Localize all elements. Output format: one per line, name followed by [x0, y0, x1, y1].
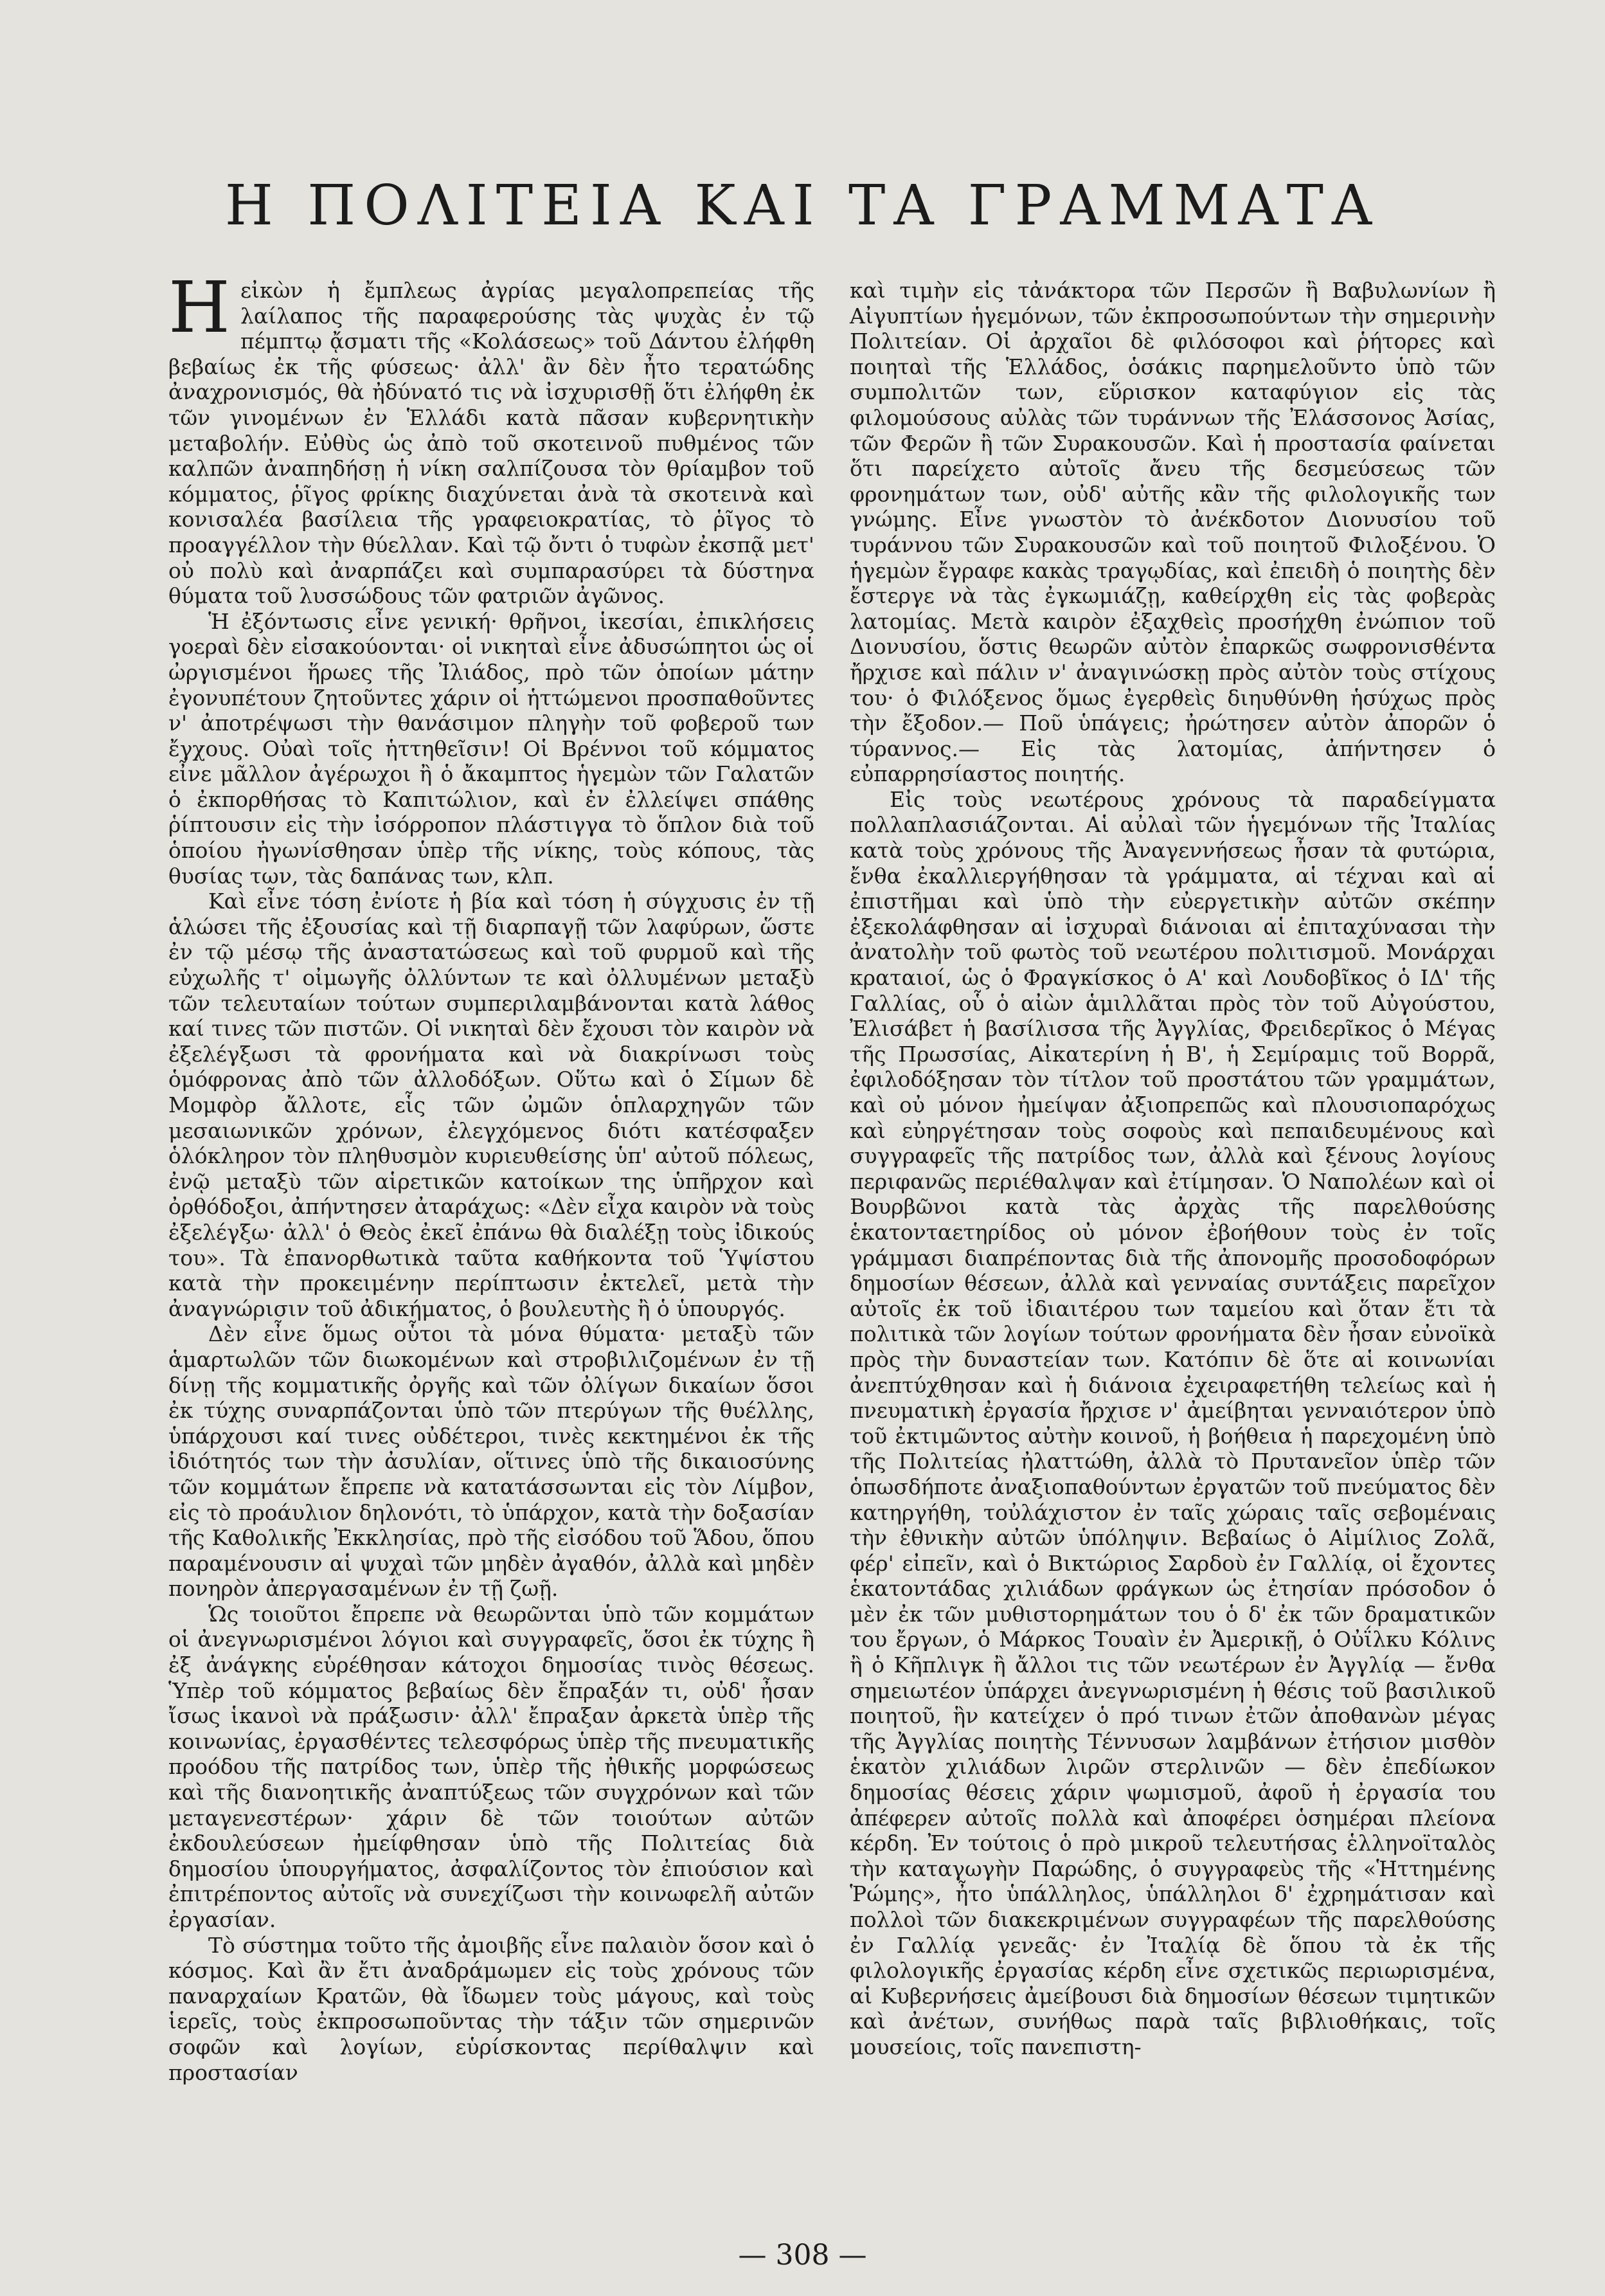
paragraph: Ἡ ἐξόντωσις εἶνε γενική· θρῆνοι, ἱκεσίαι, ἐπικλήσεις γοεραὶ δὲν εἰσακούονται· οἱ νικηταὶ εἶνε ἀδυσώπητοι ὡς οἱ ὠργισμένοι ἥρωες τῆς Ἰλιάδος, πρὸ τῶν ὁποίων μάτην ἐγονυπέτουν ζητοῦντες χάριν οἱ ἡττώμενοι προσπαθοῦντες ν' ἀποτρέψωσι τὴν θανάσιμον πληγὴν τοῦ φοβεροῦ των ἔγχους. Οὐαὶ τοῖς ἡττηθεῖσιν! Οἱ Βρέννοι τοῦ κόμματος εἶνε μᾶλλον ἀγέρωχοι ἢ ὁ ἄκαμπτος ἡγεμὼν τῶν Γαλατῶν ὁ ἐκπορθήσας τὸ Καπιτώλιον, καὶ ἐν ἐλλείψει σπάθης ῥίπτουσιν εἰς τὴν ἰσόρροπον πλάστιγγα τὸ ὅπλον διὰ τοῦ ὁποίου ἠγωνίσθησαν ὑπὲρ τῆς νίκης, τοὺς κόπους, τὰς θυσίας των, τὰς δαπάνας των, κλπ.	[168, 608, 814, 889]
paragraph: Δὲν εἶνε ὅμως οὗτοι τὰ μόνα θύματα· μεταξὺ τῶν ἁμαρτωλῶν τῶν διωκομένων καὶ στροβιλιζομένων ἐν τῇ δίνῃ τῆς κομματικῆς ὀργῆς καὶ τῶν ὀλίγων δικαίων ὅσοι ἐκ τύχης συναρπάζονται ὑπὸ τῶν πτερύγων τῆς θυέλλης, ὑπάρχουσι καί τινες οὐδέτεροι, τινὲς κεκτημένοι ἐκ τῆς ἰδιότητός των τὴν ἀσυλίαν, οἵτινες ὑπὸ τῆς δικαιοσύνης τῶν κομμάτων ἔπρεπε νὰ κατατάσσωνται εἰς τὸν Λίμβον, εἰς τὸ προάυλιον δηλονότι, τὸ ὑπάρχον, κατὰ τὴν δοξασίαν τῆς Καθολικῆς Ἐκκλησίας, πρὸ τῆς εἰσόδου τοῦ Ἅδου, ὅπου παραμένουσιν αἱ ψυχαὶ τῶν μηδὲν ἀγαθόν, ἀλλὰ καὶ μηδὲν πονηρὸν ἀπεργασαμένων ἐν τῇ ζωῇ.	[168, 1321, 814, 1602]
paragraph	[168, 266, 814, 609]
paragraph: Τὸ σύστημα τοῦτο τῆς ἀμοιβῆς εἶνε παλαιὸν ὅσον καὶ ὁ κόσμος. Καὶ ἂν ἔτι ἀναδράμωμεν εἰς τοὺς χρόνους τῶν παναρχαίων Κρατῶν, θὰ ἴδωμεν τοὺς μάγους, καὶ τοὺς ἱερεῖς, τοὺς ἐκπροσωποῦντας τὴν τάξιν τῶν σημερινῶν σοφῶν καὶ λογίων, εὑρίσκοντας περίθαλψιν καὶ προστασίαν	[168, 1932, 814, 2085]
drop-cap: Η	[168, 266, 230, 348]
paragraph: Καὶ εἶνε τόση ἐνίοτε ἡ βία καὶ τόση ἡ σύγχυσις ἐν τῇ ἁλώσει τῆς ἐξουσίας καὶ τῇ διαρπαγῇ τῶν λαφύρων, ὥστε ἐν τῷ μέσῳ τῆς ἀναστατώσεως καὶ τοῦ φυρμοῦ καὶ τῆς εὐχωλῆς τ' οἰμωγῆς ὀλλύντων τε καὶ ὀλλυμένων μεταξὺ τῶν τελευταίων τούτων συμπεριλαμβάνονται κατὰ λάθος καί τινες τῶν πιστῶν. Οἱ νικηταὶ δὲν ἔχουσι τὸν καιρὸν νὰ ἐξελέγξωσι τὰ φρονήματα καὶ νὰ διακρίνωσι τοὺς ὁμόφρονας ἀπὸ τῶν ἀλλοδόξων. Οὕτω καὶ ὁ Σίμων δὲ Μομφὸρ ἄλλοτε, εἷς τῶν ὠμῶν ὁπλαρχηγῶν τῶν μεσαιωνικῶν χρόνων, ἐλεγχόμενος διότι κατέσφαξεν ὁλόκληρον τὸν πληθυσμὸν κυριευθείσης ὑπ' αὐτοῦ πόλεως, ἐνῷ μεταξὺ τῶν αἱρετικῶν κατοίκων της ὑπῆρχον καὶ ὀρθόδοξοι, ἀπήντησεν ἀταράχως: «Δὲν εἶχα καιρὸν νὰ τοὺς ἐξελέγξω· ἀλλ' ὁ Θεὸς ἐκεῖ ἐπάνω θὰ διαλέξῃ τοὺς ἰδικούς του». Τὰ ἐπανορθωτικὰ ταῦτα καθήκοντα τοῦ Ὑψίστου κατὰ τὴν προκειμένην περίπτωσιν ἐκτελεῖ, μετὰ τὴν ἀναγνώρισιν τοῦ ἀδικήματος, ὁ βουλευτὴς ἢ ὁ ὑπουργός.	[168, 889, 814, 1321]
article-title: Η ΠΟΛΙΤΕΙΑ ΚΑΙ ΤΑ ΓΡΑΜΜΑΤΑ	[224, 174, 1381, 238]
paragraph-text: εἰκὼν ἡ ἔμπλεως ἀγρίας μεγαλοπρεπείας τῆς λαίλαπος τῆς παραφερούσης τὰς ψυχὰς ἐν τῷ πέμπτῳ ᾄσματι τῆς «Κολάσεως» τοῦ Δάντου ἐλήφθη βεβαίως ἐκ τῆς φύσεως· ἀλλ' ἂν δὲν ἦτο τερατώδης ἀναχρονισμός, θὰ ἠδύνατό τις νὰ ἰσχυρισθῇ ὅτι ἐλήφθη ἐκ τῶν γινομένων ἐν Ἑλλάδι κατὰ πᾶσαν κυβερνητικὴν μεταβολήν. Εὐθὺς ὡς ἀπὸ τοῦ σκοτεινοῦ πυθμένος τῶν καλπῶν ἀναπηδήσῃ ἡ νίκη σαλπίζουσα τὸν θρίαμβον τοῦ κόμματος, ῥῖγος φρίκης διαχύνεται ἀνὰ τὰ σκοτεινὰ καὶ κονισαλέα βασίλεια τῆς γραφειοκρατίας, τὸ ῥῖγος τὸ προαγγέλλον τὴν θύελλαν. Καὶ τῷ ὄντι ὁ τυφὼν ἐκσπᾷ μετ' οὐ πολὺ καὶ ἀναρπάζει καὶ συμπαρασύρει τὰ δύστηνα θύματα τοῦ λυσσώδους τῶν φατριῶν ἀγῶνος.	[168, 278, 814, 609]
paragraph: καὶ τιμὴν εἰς τἀνάκτορα τῶν Περσῶν ἢ Βαβυλωνίων ἢ Αἰγυπτίων ἡγεμόνων, τῶν ἐκπροσωπούντων τὴν σημερινὴν Πολιτείαν. Οἱ ἀρχαῖοι δὲ φιλόσοφοι καὶ ῥήτορες καὶ ποιηταὶ τῆς Ἑλλάδος, ὁσάκις παρημελοῦντο ὑπὸ τῶν συμπολιτῶν των, εὕρισκον καταφύγιον εἰς τὰς φιλομούσους αὐλὰς τῶν τυράννων τῆς Ἐλάσσονος Ἀσίας, τῶν Φερῶν ἢ τῶν Συρακουσῶν. Καὶ ἡ προστασία φαίνεται ὅτι παρείχετο αὐτοῖς ἄνευ τῆς δεσμεύσεως τῶν φρονημάτων των, οὐδ' αὐτῆς κἂν τῆς φιλολογικῆς των γνώμης. Εἶνε γνωστὸν τὸ ἀνέκδοτον Διονυσίου τοῦ τυράννου τῶν Συρακουσῶν καὶ τοῦ ποιητοῦ Φιλοξένου. Ὁ ἡγεμὼν ἔγραφε κακὰς τραγῳδίας, καὶ ἐπειδὴ ὁ ποιητὴς δὲν ἔστεργε νὰ τὰς ἐγκωμιάζῃ, καθείρχθη εἰς τὰς φοβερὰς λατομίας. Μετὰ καιρὸν ἐξαχθεὶς προσήχθη ἐνώπιον τοῦ Διονυσίου, ὅστις θεωρῶν αὐτὸν ἐπαρκῶς σωφρονισθέντα ἤρχισε καὶ πάλιν ν' ἀναγινώσκῃ πρὸς αὐτὸν τοὺς στίχους του· ὁ Φιλόξενος ὅμως ἐγερθεὶς διηυθύνθη ἡσύχως πρὸς τὴν ἔξοδον.— Ποῦ ὑπάγεις; ἠρώτησεν αὐτὸν ἀπορῶν ὁ τύραννος.— Εἰς τὰς λατομίας, ἀπήντησεν ὁ εὐπαρρησίαστος ποιητής.	[850, 278, 1496, 787]
left-text-column	[168, 266, 814, 2085]
paragraph: Ὡς τοιοῦτοι ἔπρεπε νὰ θεωρῶνται ὑπὸ τῶν κομμάτων οἱ ἀνεγνωρισμένοι λόγιοι καὶ συγγραφεῖς, ὅσοι ἐκ τύχης ἢ ἐξ ἀνάγκης εὑρέθησαν κάτοχοι δημοσίας τινὸς θέσεως. Ὑπὲρ τοῦ κόμματος βεβαίως δὲν ἔπραξάν τι, οὐδ' ἦσαν ἴσως ἱκανοὶ νὰ πράξωσιν· ἀλλ' ἔπραξαν ἀρκετὰ ὑπὲρ τῆς κοινωνίας, ἐργασθέντες τελεσφόρως ὑπὲρ τῆς πνευματικῆς προόδου τῆς πατρίδος των, ὑπὲρ τῆς ἠθικῆς μορφώσεως καὶ τῆς διανοητικῆς ἀναπτύξεως τῶν συγχρόνων καὶ τῶν μεταγενεστέρων· χάριν δὲ τῶν τοιούτων αὐτῶν ἐκδουλεύσεων ἠμείφθησαν ὑπὸ τῆς Πολιτείας διὰ δημοσίου ὑπουργήματος, ἀσφαλίζοντος τὸν ἐπιούσιον καὶ ἐπιτρέποντος αὐτοῖς νὰ συνεχίζωσι τὴν κοινωφελῆ αὐτῶν ἐργασίαν.	[168, 1601, 814, 1932]
right-text-column	[850, 278, 1496, 2060]
paragraph: Εἰς τοὺς νεωτέρους χρόνους τὰ παραδείγματα πολλαπλασιάζονται. Αἱ αὐλαὶ τῶν ἡγεμόνων τῆς Ἰταλίας κατὰ τοὺς χρόνους τῆς Ἀναγεννήσεως ἦσαν τὰ φυτώρια, ἔνθα ἐκαλλιεργήθησαν τὰ γράμματα, αἱ τέχναι καὶ αἱ ἐπιστῆμαι καὶ ὑπὸ τὴν εὐεργετικὴν αὐτῶν σκέπην ἐξεκολάφθησαν αἱ ἰσχυραὶ διάνοιαι αἱ ἐπιταχύνασαι τὴν ἀνατολὴν τοῦ φωτὸς τοῦ νεωτέρου πολιτισμοῦ. Μονάρχαι κραταιοί, ὡς ὁ Φραγκίσκος ὁ Α' καὶ Λουδοβῖκος ὁ ΙΔ' τῆς Γαλλίας, οὗ ὁ αἰὼν ἁμιλλᾶται πρὸς τὸν τοῦ Αὐγούστου, Ἐλισάβετ ἡ βασίλισσα τῆς Ἀγγλίας, Φρειδερῖκος ὁ Μέγας τῆς Πρωσσίας, Αἰκατερίνη ἡ Β', ἡ Σεμίραμις τοῦ Βορρᾶ, ἐφιλοδόξησαν τὸν τίτλον τοῦ προστάτου τῶν γραμμάτων, καὶ οὐ μόνον ἠμείψαν ἀξιοπρεπῶς καὶ πλουσιοπαρόχως καὶ εὐηργέτησαν τοὺς σοφοὺς καὶ πεπαιδευμένους καὶ συγγραφεῖς τῆς πατρίδος των, ἀλλὰ καὶ ξένους λογίους περιφανῶς περιέθαλψαν καὶ ἐτίμησαν. Ὁ Ναπολέων καὶ οἱ Βουρβῶνοι κατὰ τὰς ἀρχὰς τῆς παρελθούσης ἑκατονταετηρίδος οὐ μόνον ἐβοήθουν τοὺς ἐν τοῖς γράμμασι διαπρέποντας διὰ τῆς ἀπονομῆς προσοδοφόρων δημοσίων θέσεων, ἀλλὰ καὶ γενναίας συντάξεις παρεῖχον αὐτοῖς ἐκ τοῦ ἰδιαιτέρου των ταμείου καὶ ὅταν ἔτι τὰ πολιτικὰ τῶν λογίων τούτων φρονήματα δὲν ἦσαν εὐνοϊκὰ πρὸς τὴν δυναστείαν των. Κατόπιν δὲ ὅτε αἱ κοινωνίαι ἀνεπτύχθησαν καὶ ἡ διάνοια ἐχειραφετήθη τελείως καὶ ἡ πνευματικὴ ἐργασία ἤρχισε ν' ἀμείβηται γενναιότερον ὑπὸ τοῦ ἐκτιμῶντος αὐτὴν κοινοῦ, ἡ βοήθεια ἡ παρεχομένη ὑπὸ τῆς Πολιτείας ἠλαττώθη, ἀλλὰ τὸ Πρυτανεῖον ὑπὲρ τῶν ὁπωσδήποτε ἀναξιοπαθούντων ἐργατῶν τοῦ πνεύματος δὲν κατηργήθη, τοὐλάχιστον ἐν ταῖς χώραις ταῖς σεβομέναις τὴν ἐθνικὴν αὐτῶν ὑπόληψιν. Βεβαίως ὁ Αἰμίλιος Ζολᾶ, φέρ' εἰπεῖν, καὶ ὁ Βικτώριος Σαρδοὺ ἐν Γαλλίᾳ, οἱ ἔχοντες ἑκατοντάδας χιλιάδων φράγκων ὡς ἐτησίαν πρόσοδον ὁ μὲν ἐκ τῶν μυθιστορημάτων του ὁ δ' ἐκ τῶν δραματικῶν του ἔργων, ὁ Μάρκος Τουαὶν ἐν Ἀμερικῇ, ὁ Οὐΐλκυ Κόλινς ἢ ὁ Κῆπλιγκ ἢ ἄλλοι τις τῶν νεωτέρων ἐν Ἀγγλίᾳ — ἔνθα σημειωτέον ὑπάρχει ἀνεγνωρισμένη ἡ θέσις τοῦ βασιλικοῦ ποιητοῦ, ἣν κατείχεν ὁ πρό τινων ἐτῶν ἀποθανὼν μέγας τῆς Ἀγγλίας ποιητὴς Τέννυσων λαμβάνων ἐτήσιον μισθὸν ἑκατὸν χιλιάδων λιρῶν στερλινῶν — δὲν ἐπεδίωκον δημοσίας θέσεις χάριν ψωμισμοῦ, ἀφοῦ ἡ ἐργασία του ἀπέφερεν αὐτοῖς πολλὰ καὶ ἀποφέρει ὁσημέραι πλείονα κέρδη. Ἐν τούτοις ὁ πρὸ μικροῦ τελευτήσας ἑλληνοϊταλὸς τὴν καταγωγὴν Παρώδης, ὁ συγγραφεὺς τῆς «Ἡττημένης Ῥώμης», ἦτο ὑπάλληλος, ὑπάλληλοι δ' ἐχρημάτισαν καὶ πολλοὶ τῶν διακεκριμένων συγγραφέων τῆς παρελθούσης ἐν Γαλλίᾳ γενεᾶς· ἐν Ἰταλίᾳ δὲ ὅπου τὰ ἐκ τῆς φιλολογικῆς ἐργασίας κέρδη εἶνε σχετικῶς περιωρισμένα, αἱ Κυβερνήσεις ἀμείβουσι διὰ δημοσίων θέσεων τιμητικῶν καὶ ἀνέτων, συνήθως παρὰ ταῖς βιβλιοθήκαις, τοῖς μουσείοις, τοῖς πανεπιστη-	[850, 786, 1496, 2059]
page-number: — 308 —	[738, 2239, 867, 2272]
